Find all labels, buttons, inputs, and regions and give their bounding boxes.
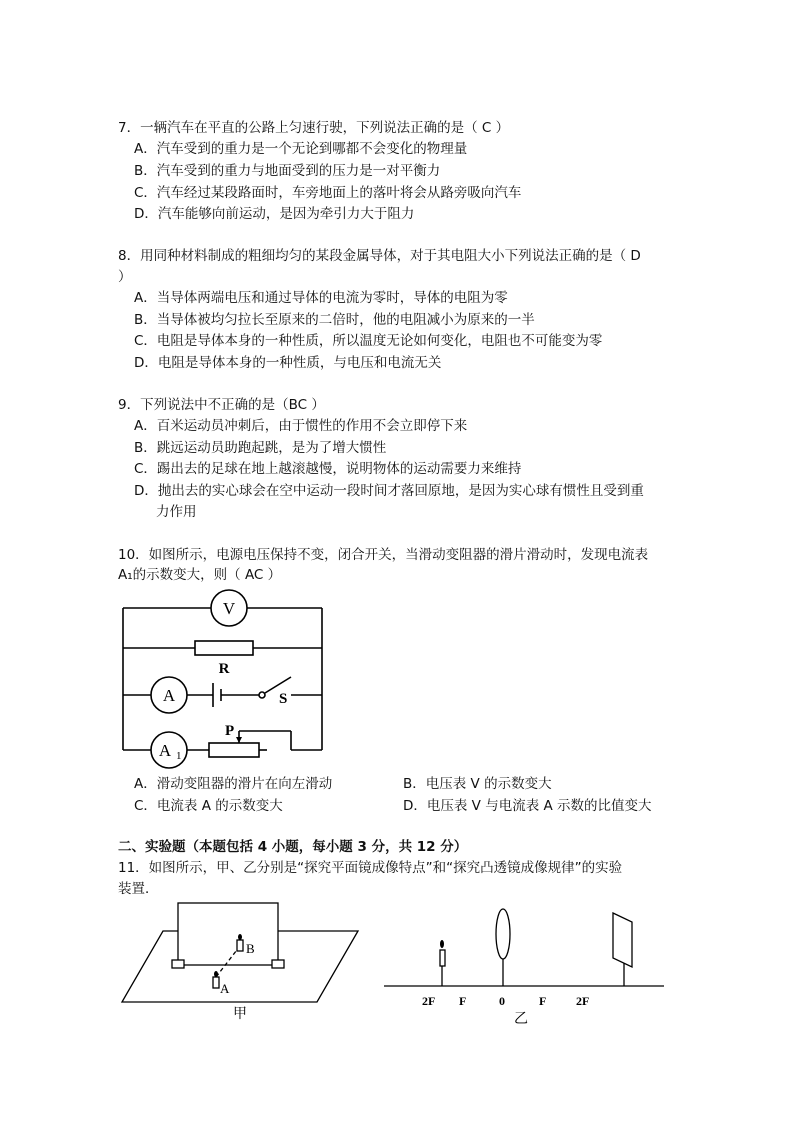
q10-option-a: A．滑动变阻器的滑片在向左滑动 [134,776,333,792]
q8-stem-line1: 8．用同种材料制成的粗细均匀的某段金属导体，对于其电阻大小下列说法正确的是（ D [118,248,641,264]
ammeter-label: A [162,686,176,705]
tick-label: F [459,994,467,1008]
q10-stem-line1: 10．如图所示，电源电压保持不变，闭合开关，当滑动变阻器的滑片滑动时，发现电流表 [118,547,649,563]
q9-option-a: A．百米运动员冲刺后，由于惯性的作用不会立即停下来 [134,418,468,434]
q8-option-b: B．当导体被均匀拉长至原来的二倍时，他的电阻减小为原来的一半 [134,312,535,328]
figure-yi-convex-lens [380,905,670,1030]
point-a-label: A [220,981,230,996]
switch-label: S [279,691,288,707]
q9-stem: 9．下列说法中不正确的是（BC ） [118,397,325,413]
tick-label: 2F [576,994,590,1008]
q10-stem-line2: A₁的示数变大，则（ AC ） [118,567,282,583]
section-heading: 二、实验题（本题包括 4 小题，每小题 3 分，共 12 分） [118,839,468,855]
q8-option-a: A．当导体两端电压和通过导体的电流为零时，导体的电阻为零 [134,290,508,306]
q10-option-d: D．电压表 V 与电流表 A 示数的比值变大 [403,798,652,814]
figure-jia-label: 甲 [233,1007,247,1022]
q8-option-c: C．电阻是导体本身的一种性质，所以温度无论如何变化，电阻也不可能变为零 [134,333,603,349]
q8-option-d: D．电阻是导体本身的一种性质，与电压和电流无关 [134,355,442,371]
tick-label: F [539,994,547,1008]
q10-option-b: B．电压表 V 的示数变大 [403,776,552,792]
q7-option-a: A．汽车受到的重力是一个无论到哪都不会变化的物理量 [134,141,468,157]
q9-option-c: C．踢出去的足球在地上越滚越慢，说明物体的运动需要力来维持 [134,461,522,477]
q11-stem-line2: 装置． [118,881,159,897]
q7-stem: 7．一辆汽车在平直的公路上匀速行驶，下列说法正确的是（ C ） [118,120,510,136]
circuit-diagram [115,585,335,770]
slider-label: P [225,723,235,739]
q10-option-c: C．电流表 A 的示数变大 [134,798,283,814]
q8-stem-line2: ） [118,269,132,285]
q11-stem-line1: 11．如图所示，甲、乙分别是“探究平面镜成像特点”和“探究凸透镜成像规律”的实验 [118,860,623,876]
ammeter1-label: A [158,741,172,760]
figure-yi-label: 乙 [514,1012,528,1027]
figure-jia-plane-mirror [115,898,375,1023]
point-b-label: B [246,941,255,956]
q9-option-b: B．跳远运动员助跑起跳，是为了增大惯性 [134,440,387,456]
q7-option-b: B．汽车受到的重力与地面受到的压力是一对平衡力 [134,163,441,179]
q9-option-d: D．抛出去的实心球会在空中运动一段时间才落回原地，是因为实心球有惯性且受到重 [134,483,644,499]
q9-option-d-cont: 力作用 [156,504,197,520]
voltmeter-label: V [222,599,236,618]
resistor-label: R [218,661,230,677]
tick-label: 2F [422,994,436,1008]
tick-label: 0 [499,994,505,1008]
q7-option-c: C．汽车经过某段路面时，车旁地面上的落叶将会从路旁吸向汽车 [134,185,522,201]
q7-option-d: D．汽车能够向前运动，是因为牵引力大于阻力 [134,206,415,222]
ammeter1-subscript: 1 [176,750,182,762]
